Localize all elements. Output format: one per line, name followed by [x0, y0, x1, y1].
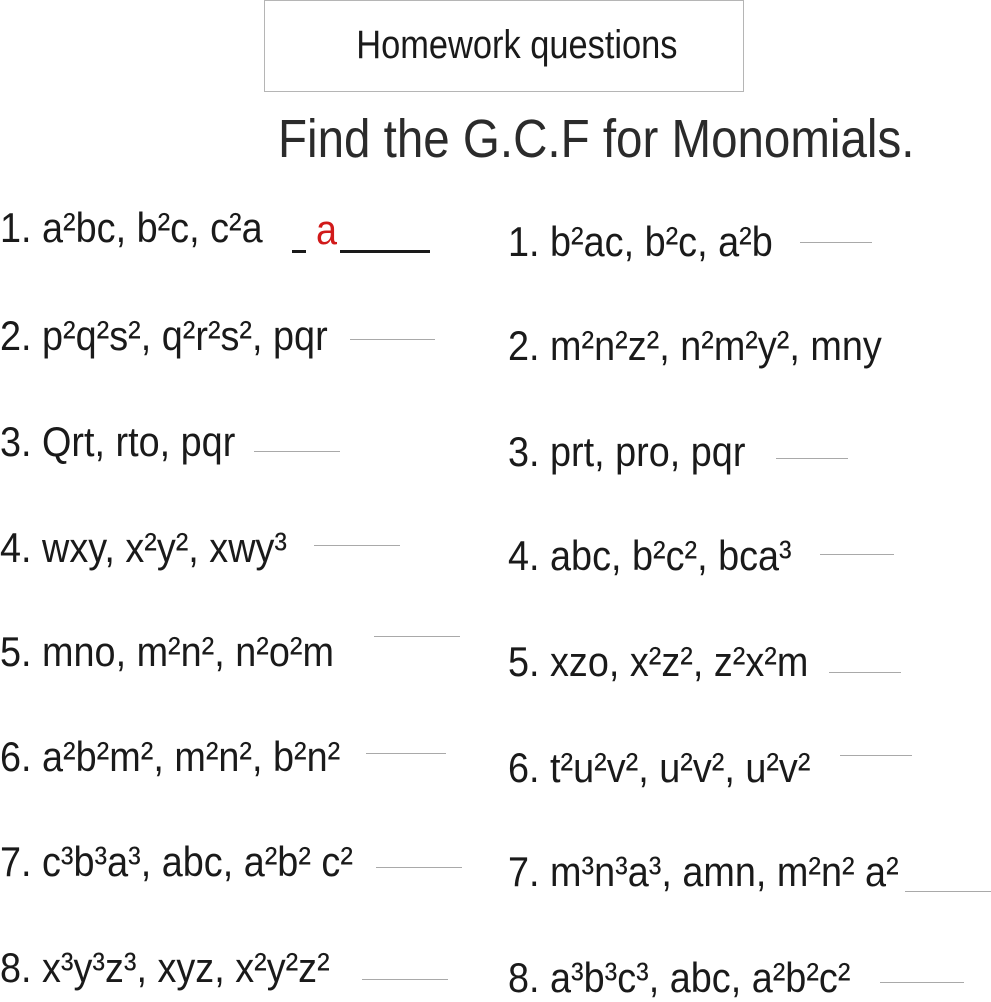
- question-number: 7.: [508, 848, 540, 895]
- question-number: 1.: [508, 218, 540, 265]
- left-question-6: [0, 733, 340, 781]
- question-terms: b²ac, b²c, a²b: [550, 218, 773, 265]
- question-number: 4.: [508, 532, 540, 579]
- left-question-3: [0, 418, 235, 466]
- question-terms: a²b²m², m²n², b²n²: [42, 733, 341, 780]
- right-question-7: [508, 848, 899, 896]
- right-answer-line-8[interactable]: [880, 982, 964, 983]
- question-terms: a²bc, b²c, c²a: [42, 204, 263, 251]
- left-answer-line-8[interactable]: [362, 979, 448, 980]
- left-question-5: [0, 628, 334, 676]
- left-answer-line-7[interactable]: [376, 867, 462, 868]
- left-answer-line-1b[interactable]: [340, 250, 430, 253]
- right-answer-line-6[interactable]: [840, 755, 912, 756]
- header-box: [264, 0, 744, 92]
- question-terms: mno, m²n², n²o²m: [42, 628, 334, 675]
- left-answer-line-5[interactable]: [374, 636, 460, 637]
- question-number: 3.: [0, 418, 32, 465]
- question-terms: wxy, x²y², xwy³: [42, 524, 288, 571]
- question-number: 4.: [0, 524, 32, 571]
- right-answer-line-5[interactable]: [829, 672, 901, 673]
- question-terms: p²q²s², q²r²s², pqr: [42, 312, 328, 359]
- right-answer-line-1[interactable]: [800, 242, 872, 243]
- right-question-5: [508, 638, 808, 686]
- left-question-4: [0, 524, 287, 572]
- left-question-2: [0, 312, 328, 360]
- left-question-1: [0, 204, 263, 252]
- right-question-8: [508, 954, 850, 1002]
- question-terms: Qrt, rto, pqr: [42, 418, 236, 465]
- left-question-8: [0, 944, 330, 992]
- left-question-7: [0, 838, 353, 886]
- left-answer-1[interactable]: a: [316, 206, 338, 253]
- right-question-2: [508, 322, 882, 370]
- question-number: 8.: [0, 944, 32, 991]
- right-question-4: [508, 532, 792, 580]
- right-question-3: [508, 428, 745, 476]
- page-subtitle: Find the G.C.F for Monomials.: [278, 109, 915, 169]
- question-number: 3.: [508, 428, 540, 475]
- right-answer-line-4[interactable]: [820, 554, 894, 555]
- question-terms: m²n²z², n²m²y², mny: [550, 322, 882, 369]
- left-answer-line-4[interactable]: [314, 545, 400, 546]
- question-terms: prt, pro, pqr: [550, 428, 746, 475]
- question-number: 2.: [0, 312, 32, 359]
- question-terms: m³n³a³, amn, m²n² a²: [550, 848, 899, 895]
- header-title: Homework questions: [356, 23, 678, 67]
- question-terms: xzo, x²z², z²x²m: [550, 638, 809, 685]
- left-answer-line-2[interactable]: [350, 339, 435, 340]
- question-number: 7.: [0, 838, 32, 885]
- right-answer-line-3[interactable]: [776, 458, 848, 459]
- question-number: 5.: [0, 628, 32, 675]
- question-terms: c³b³a³, abc, a²b² c²: [42, 838, 353, 885]
- question-number: 6.: [508, 744, 540, 791]
- right-question-6: [508, 744, 810, 792]
- question-terms: x³y³z³, xyz, x²y²z²: [42, 944, 330, 991]
- question-terms: a³b³c³, abc, a²b²c²: [550, 954, 851, 1001]
- right-answer-line-7[interactable]: [905, 891, 991, 892]
- left-answer-line-3[interactable]: [254, 451, 340, 452]
- left-answer-line-6[interactable]: [366, 753, 446, 754]
- left-answer-line-1a[interactable]: [292, 250, 306, 253]
- question-number: 8.: [508, 954, 540, 1001]
- question-number: 6.: [0, 733, 32, 780]
- question-terms: t²u²v², u²v², u²v²: [550, 744, 811, 791]
- question-number: 2.: [508, 322, 540, 369]
- right-question-1: [508, 218, 773, 266]
- question-number: 5.: [508, 638, 540, 685]
- question-terms: abc, b²c², bca³: [550, 532, 792, 579]
- question-number: 1.: [0, 204, 32, 251]
